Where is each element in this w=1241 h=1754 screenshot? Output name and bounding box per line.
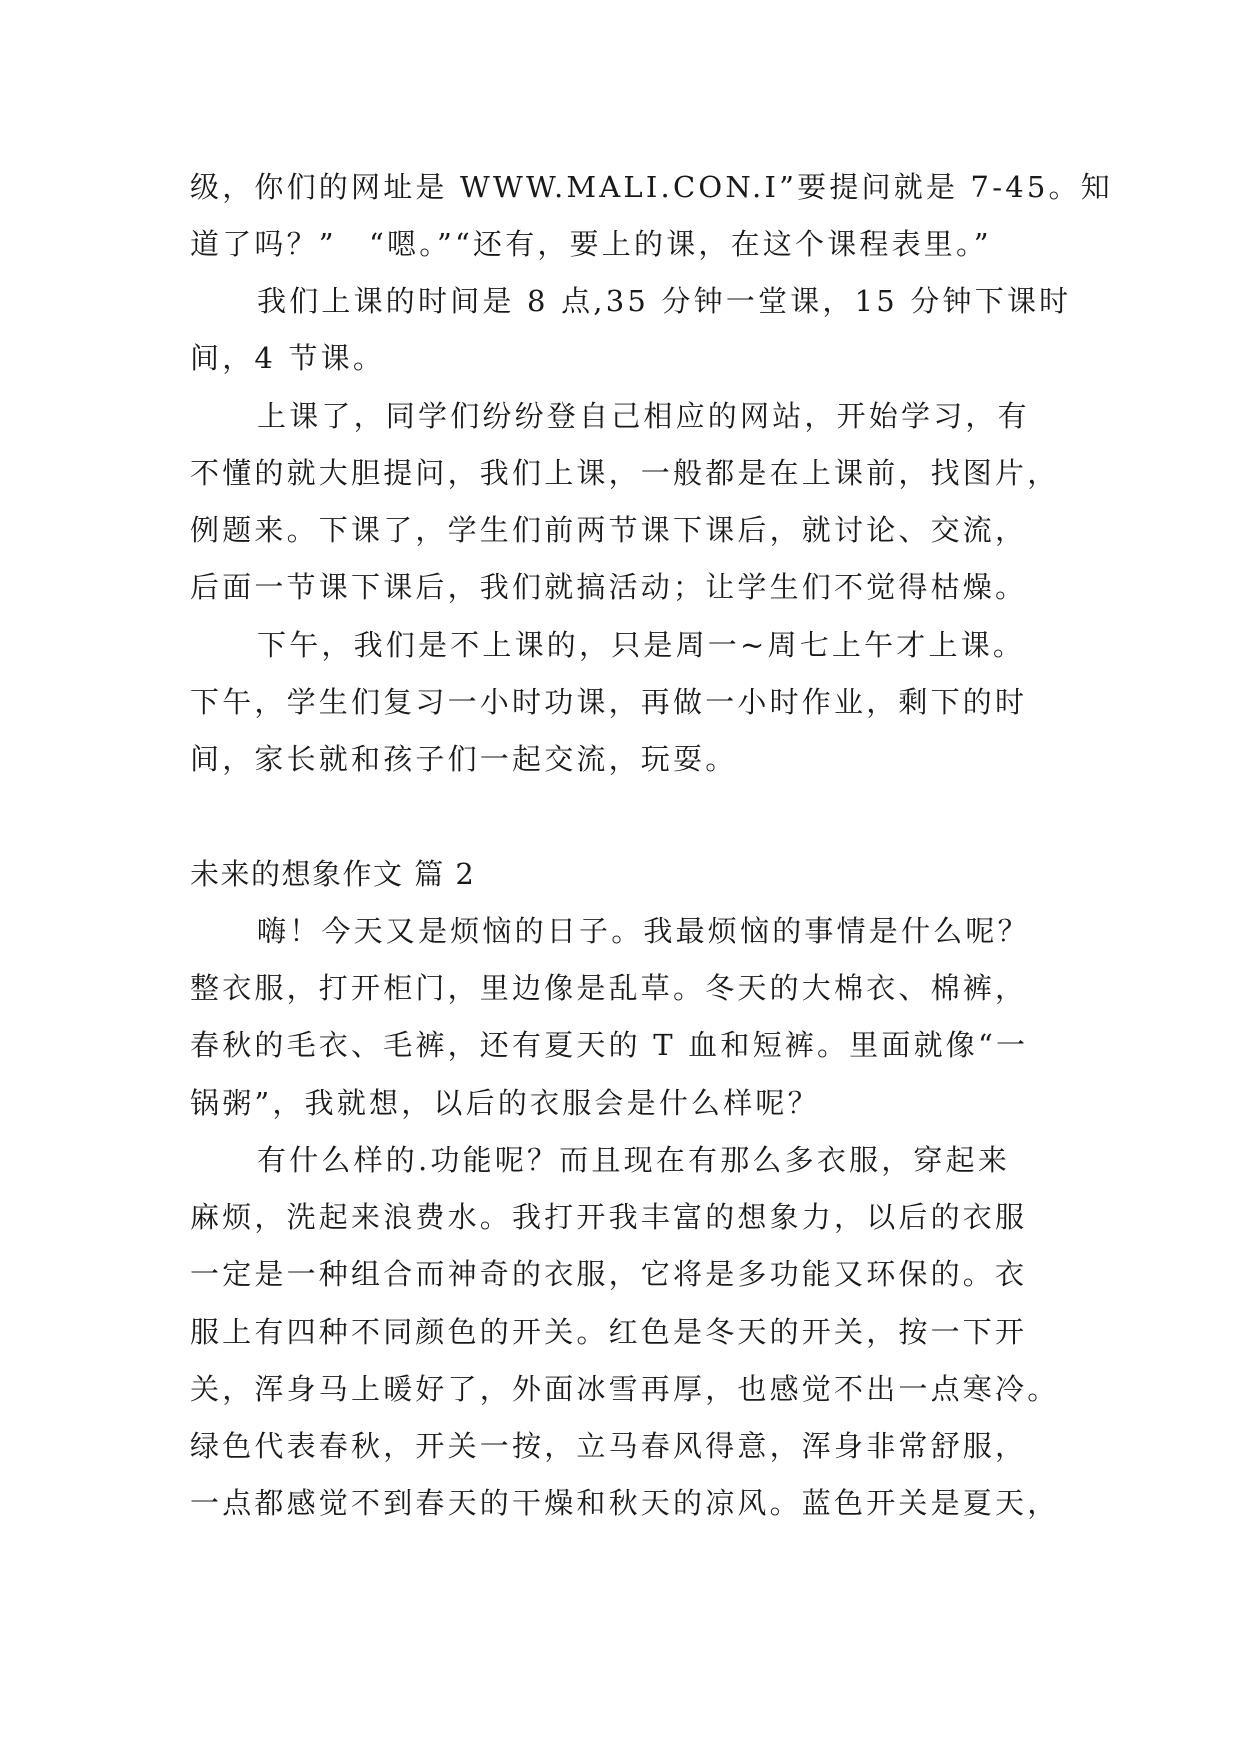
text-line: 不懂的就大胆提问，我们上课，一般都是在上课前，找图片， (190, 456, 1060, 490)
text-line: 关，浑身马上暖好了，外面冰雪再厚，也感觉不出一点寒冷。 (190, 1372, 1060, 1406)
paragraph-start-line: 嗨！今天又是烦恼的日子。我最烦恼的事情是什么呢？ (257, 914, 1030, 948)
text-line: 麻烦，洗起来浪费水。我打开我丰富的想象力，以后的衣服 (190, 1200, 1028, 1234)
text-line: 整衣服，打开柜门，里边像是乱草。冬天的大棉衣、棉裤， (190, 971, 1028, 1005)
paragraph-start-line: 我们上课的时间是 8 点,35 分钟一堂课，15 分钟下课时 (257, 284, 1072, 318)
text-line: 绿色代表春秋，开关一按，立马春风得意，浑身非常舒服， (190, 1429, 1028, 1463)
text-line: 一定是一种组合而神奇的衣服，它将是多功能又环保的。衣 (190, 1257, 1028, 1291)
paragraph-start-line: 有什么样的.功能呢？而且现在有那么多衣服，穿起来 (257, 1143, 1011, 1177)
section-title: 未来的想象作文 篇 2 (190, 857, 476, 891)
text-line: 春秋的毛衣、毛裤，还有夏天的 T 血和短裤。里面就像“一 (190, 1028, 1029, 1062)
text-line: 一点都感觉不到春天的干燥和秋天的凉风。蓝色开关是夏天， (190, 1486, 1060, 1520)
text-line: 间，4 节课。 (190, 341, 386, 375)
text-line: 后面一节课下课后，我们就搞活动；让学生们不觉得枯燥。 (190, 570, 1028, 604)
text-line: 锅粥”，我就想，以后的衣服会是什么样呢？ (190, 1086, 820, 1120)
text-line: 间，家长就和孩子们一起交流，玩耍。 (190, 742, 738, 776)
text-line: 道了吗？” “嗯。”“还有，要上的课，在这个课程表里。” (190, 227, 992, 261)
paragraph-start-line: 下午，我们是不上课的，只是周一~周七上午才上课。 (257, 628, 1026, 662)
text-line: 例题来。下课了，学生们前两节课下课后，就讨论、交流， (190, 513, 1028, 547)
paragraph-start-line: 上课了，同学们纷纷登自己相应的网站，开始学习，有 (257, 399, 1030, 433)
text-line: 下午，学生们复习一小时功课，再做一小时作业，剩下的时 (190, 685, 1028, 719)
text-line: 服上有四种不同颜色的开关。红色是冬天的开关，按一下开 (190, 1315, 1028, 1349)
text-line: 级，你们的网址是 WWW.MALI.CON.I”要提问就是 7-45。知 (190, 170, 1113, 204)
